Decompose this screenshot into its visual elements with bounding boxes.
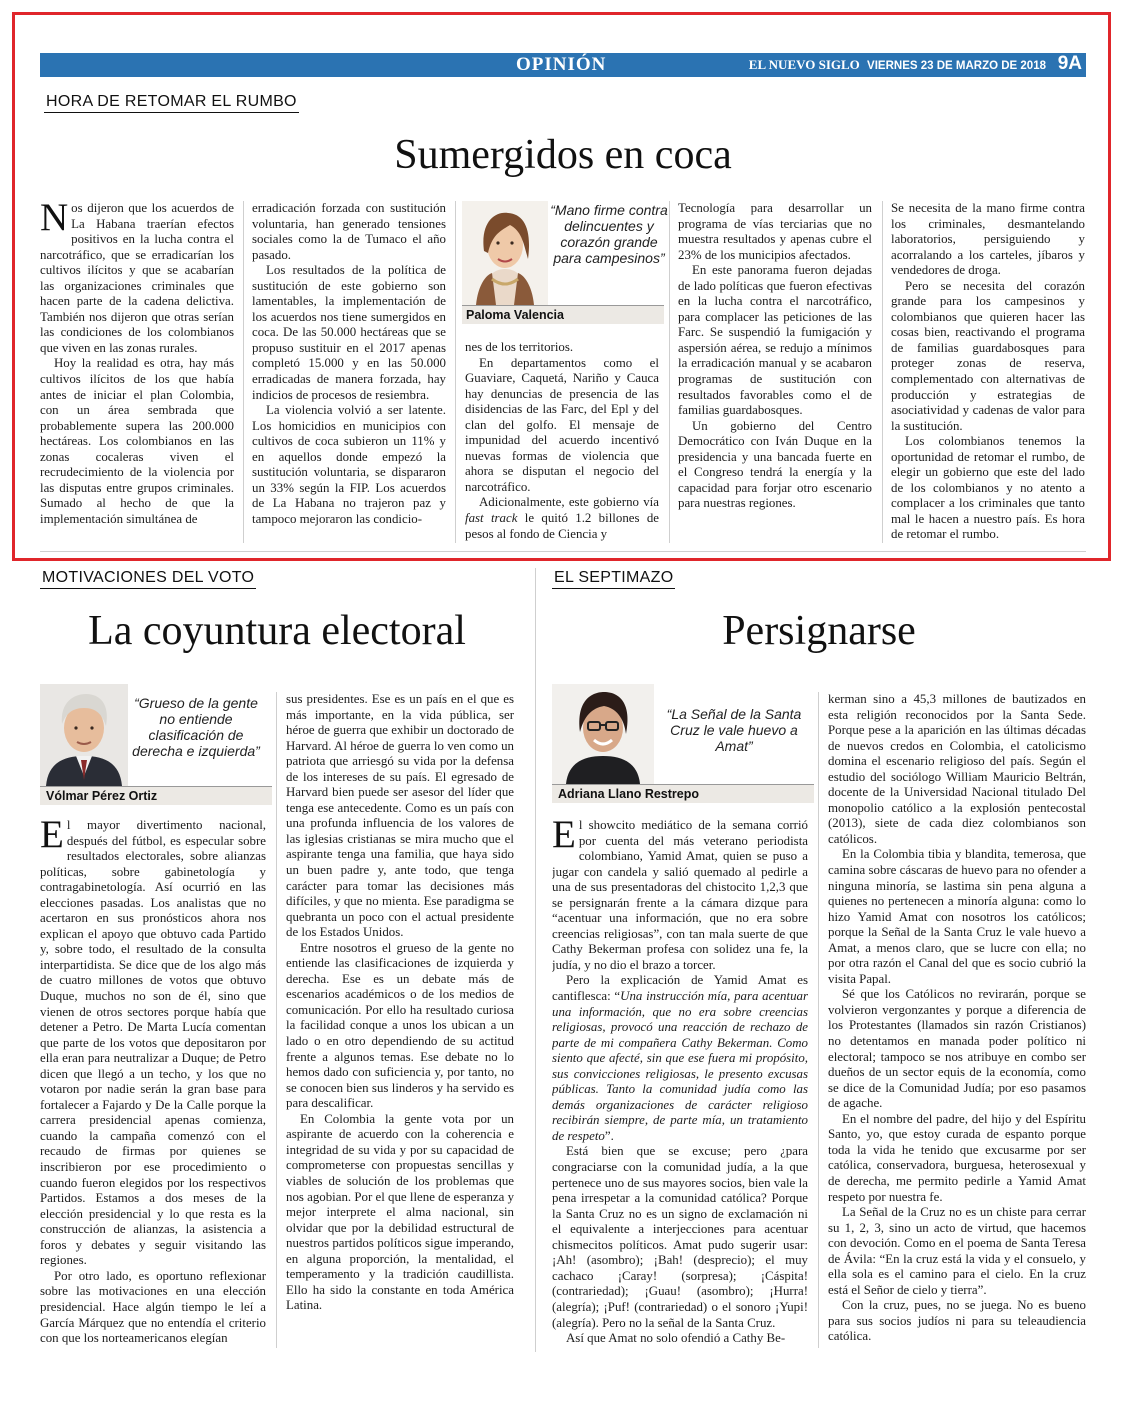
article2-pullquote: “Grueso de la gente no entiende clasificación de derecha e izquierda” (132, 695, 260, 759)
article1-paragraph: nes de los territorios. (465, 340, 574, 354)
issue-date: VIERNES 23 DE MARZO DE 2018 (867, 60, 1046, 72)
article2-column-2 (286, 692, 514, 1350)
article2-paragraph: Por otro lado, es oportuno reflexionar sobre las motivaciones en una elección presidencial. Hace algún tiempo le leí a García Márquez que no entendía el criterio con que los norteamericanos elegían (40, 1268, 266, 1346)
author-photo-volmar-perez-ortiz (40, 684, 128, 786)
article1-paragraph (40, 201, 234, 356)
italic-term: fast track (465, 511, 518, 526)
drop-cap: E (40, 818, 64, 856)
article1-paragraph: En departamentos como el Guaviare, Caquetá, Nariño y Cauca hay denuncias de presencia de las disidencias de las Farc, del Epl y del clan del golfo. El mensaje de impunidad del acuerdo incentivó nuevas formas de violencia que ahora se disputan el negocio del narcotráfico. (465, 355, 659, 494)
article1-paragraph (465, 495, 659, 542)
drop-cap: E (552, 818, 576, 856)
article1-column-1 (40, 201, 234, 545)
article3-paragraph: La Señal de la Cruz no es un chiste para cerrar su 1, 2, 3, sino un acto de virtud, que hacemos con devoción. Como en el poema de Santa Teresa de Ávila: “En la cruz está la vida y el consuelo, y ella sola es el camino para el cielo. En la cruz está el Señor de cielo y tierra”. (828, 1205, 1086, 1297)
article1-column-4 (678, 201, 872, 545)
article1-column-3 (465, 340, 659, 545)
column-divider (669, 201, 670, 543)
article1-column-2 (252, 201, 446, 545)
article1-kicker: HORA DE RETOMAR EL RUMBO (44, 92, 299, 113)
article3-column-1 (552, 818, 808, 1350)
article1-paragraph: Los colombianos tenemos la oportunidad de retomar el rumbo, de elegir un gobierno que este del lado de los colombianos y no atento a complacer a los criminales que tanto mal le hacen a nuestro país. Es hora de retomar el rumbo. (891, 434, 1085, 542)
article1-headline: Sumergidos en coca (394, 132, 732, 178)
article2-paragraph-text: l mayor divertimento nacional, después del fútbol, es especular sobre resultados electorales, sobre alianzas políticas, sobre gabinetología y contragabinetología. Así ocurrió en las elecciones pasadas. Los analistas que no acertaron en sus pronósticos ahora nos explican el apoyo que obtuvo cada Partido y, sobre todo, el resultado de la consulta interpartidista. Se dice que de los algo más de cuatro millones de votos que obtuvo Duque, muchos no son de él, sino que vienen de otros sectores porque había que detener a Petro. De Marta Lucía comentan que parte de los votos que depositaron por ella eran para neutralizar a Duque; de Petro dicen que llegó a un techo, y los que no votaron por nadie serán la gran base para fortalecer a Fajardo y De la Calle porque la carrera presidencial apenas comienza, cuando la campaña comenzó con el recaudo de firmas por quienes se inscribieron por ese procedimiento o cuando fueron elegidos por los respectivos Partidos. Estamos a dos meses de la elección presidencial y lo que resta es la construcción de alianzas, la asistencia a foros y debates y seguir visitando las regiones. (40, 818, 266, 1268)
section-header-bar (40, 53, 1086, 77)
article3-column-2 (828, 692, 1086, 1350)
article3-paragraph: kerman sino a 45,3 millones de bautizados en esta religión reconocidos por la Santa Sede. Porque pese a la aparición en las últimas décadas de nuevos credos en Colombia, el catolicismo domina el escenario religioso del país. Según el estudio del sociólogo William Mauricio Beltrán, docente de la Universidad Nacional titulado Del monopolio católico a la explosión pentecostal (2013), siete de cada diez colombianos son católicos. (828, 692, 1086, 846)
column-divider (818, 692, 819, 1348)
article1-paragraph: Pero se necesita del corazón grande para los campesinos y colombianos que quieren hacer las cosas bien, reactivando el programa de familias guardabosques para proteger zonas de reserva, complementado con alternativas de producción y estrategias de asociatividad y cadenas de valor para la sustitución. (891, 278, 1085, 433)
column-divider (882, 201, 883, 543)
article2-column-1 (40, 818, 266, 1350)
article1-paragraph: Hoy la realidad es otra, hay más cultivos ilícitos de los que había antes de iniciar el plan Colombia, con un área sembrada que probablemente supera las 200.000 hectáreas. Los colombianos en las zonas cocaleras viven el recrudecimiento de la violencia por las disputas entre grupos criminales. Sumado al hecho de que la implementación simultánea de (40, 356, 234, 526)
article2-paragraph: Entre nosotros el grueso de la gente no entiende las clasificaciones de izquierda y derecha. Ese es un debate más de escenarios académicos o de los medios de comunicación. Por ello ha resultado curiosa la facilidad conque a unos los ubican a un lado o en otro dependiendo de su actitud frente a algunos temas. Ese debate no lo hemos dado con suficiencia y, por tanto, no se conocen bien sus linderos y ha servido es para descalificar. (286, 940, 514, 1111)
article1-paragraph: La violencia volvió a ser latente. Los homicidios en municipios con cultivos de coca subieron un 11% y en aquellos donde empezó la sustitución voluntaria, se dispararon un 33% según la FIP. Los acuerdos de La Habana no trajeron paz y tampoco mejoraron las condicio- (252, 403, 446, 526)
article1-paragraph: Un gobierno del Centro Democrático con Iván Duque en la presidencia y una bancada fuerte en el Congreso tendrá la energía y la capacidad para forjar otro escenario para nuestras regiones. (678, 418, 872, 511)
article3-paragraph (552, 818, 808, 973)
article3-paragraph: En el nombre del padre, del hijo y del Espíritu Santo, yo, que estoy curada de espanto porque toda la vida he tenido que excusarme por ser católica, conservadora, burguesa, heterosexual y de derecha, me permito pedirle a Yamid Amat respeto por nuestra fe. (828, 1111, 1086, 1204)
paper-name-date (749, 57, 1046, 73)
column-divider (276, 692, 277, 1348)
article1-byline: Paloma Valencia (462, 305, 664, 324)
article2-headline: La coyuntura electoral (88, 608, 466, 654)
article2-paragraph: sus presidentes. Ese es un país en el que es más importante, en la vida pública, ser héroe de guerra que exhibir un doctorado de Harvard. Al héroe de guerra lo ven como un patriota que arriesgó su vida por la defensa de los intereses de su país. El egresado de Harvard bien puede ser asesor del líder que tenga ese antecedente. Como es un país con una profunda influencia de los valores de las iglesias cristianas se mira mucho que el aspirante tenga una familia, que haya sido un buen padre y, ante todo, que tenga carácter para tomar las decisiones más difíciles, y que no mienta. Ese paradigma se quebranta un poco con el actual presidente de los Estados Unidos. (286, 692, 514, 940)
article3-byline: Adriana Llano Restrepo (552, 784, 814, 803)
article3-kicker: EL SEPTIMAZO (552, 568, 675, 589)
article1-pullquote: “Mano firme contra delincuentes y corazón grande para campesinos” (550, 202, 668, 266)
author-photo-adriana-llano-restrepo (552, 684, 654, 784)
italic-quote: Una instrucción mía, para acentuar una información, que no era sobre creencias religiosas, provocó una reacción de rechazo de parte de mi compañera Cathy Bekerman. Como siento que afecté, sin que ese fuera mi propósito, sus convicciones religiosas, le presento excusas públicas. Tanto la comunidad judía como las demás organizaciones de carácter religioso recibirán siempre, de parte mía, un tratamiento de respeto (552, 989, 808, 1143)
article-divider (535, 568, 536, 1352)
article3-paragraph-text: Pero la explicación de Yamid Amat es cantiflesca: “Una instrucción mía, para acentuar una información, que no era sobre creencias religiosas, provocó una reacción de rechazo de parte de mi compañera Cathy Bekerman. Como siento que afecté, sin que ese fuera mi propósito, sus convicciones religiosas, le presento excusas públicas. Tanto la comunidad judía como las demás organizaciones de carácter religioso recibirán siempre, de parte mía, un tratamiento de respeto”. (552, 973, 808, 1143)
portrait-icon (40, 684, 128, 786)
page-number: 9A (1057, 53, 1082, 74)
article3-headline: Persignarse (722, 608, 916, 654)
article1-paragraph: Tecnología para desarrollar un programa de vías terciarias que no muestra resultados y apenas cubre el 23% de los municipios afectados. (678, 201, 872, 262)
column-divider (243, 201, 244, 543)
portrait-icon (462, 201, 548, 305)
article1-paragraph: Los resultados de la política de sustitución de este gobierno son lamentables, la implementación de los acuerdos nos tiene sumergidos en coca. De las 50.000 hectáreas que se propuso sustituir en el 2017 apenas completó 15.000 y en las 50.000 erradicadas de manera forzada, hay indicios de procesos de resiembra. (252, 263, 446, 402)
article1-paragraph-text: os dijeron que los acuerdos de La Habana traerían efectos positivos en la lucha contra el narcotráfico, que se erradicarían los cultivos ilícitos y que se acabarían las organizaciones criminales que hacen parte de la cadena delictiva. También nos dijeron que otras serían las condiciones de los colombianos que viven en las zonas rurales. (40, 201, 234, 355)
article2-paragraph (40, 818, 266, 1269)
article3-paragraph: Con la cruz, pues, no se juega. No es bueno para sus socios judíos ni para su teleaudiencia católica. (828, 1298, 1086, 1344)
article3-pullquote: “La Señal de la Santa Cruz le vale huevo a Amat” (666, 706, 802, 754)
section-name: OPINIÓN (516, 54, 607, 75)
article3-paragraph: Está bien que se excuse; pero ¿para congraciarse con la comunidad judía, a la que pertenece uno de sus mayores socios, bien vale la pena irrespetar a la comunidad católica? Porque la Santa Cruz no es un signo de exclamación ni el equivalente a interjecciones para acentuar chismecitos políticos. Amat pudo sugerir usar: ¡Ah! (asombro); ¡Bah! (desprecio); el muy cachaco ¡Caray! (sorpresa); ¡Cáspita! (contrariedad); ¡Guau! (asombro); ¡Hurra! (alegría); ¡Puf! (contrariedad) o el sonoro ¡Yupi! (alegría). Pero no la señal de la Santa Cruz. (552, 1144, 808, 1330)
article3-paragraph (552, 973, 808, 1144)
article1-column-5 (891, 201, 1085, 545)
article3-paragraph: En la Colombia tibia y blandita, temerosa, que camina sobre cáscaras de huevo para no ofender a ninguna minoría, se lastima sin pena alguna a quienes no pertenecen a minoría alguna: como lo hizo Yamid Amat con nosotros los católicos; porque la Señal de la Santa Cruz le vale huevo a Amat, a menos claro, que se lucre con ella; no por otra razón el Canal del que es socio cubrió la visita Papal. (828, 847, 1086, 986)
column-divider (455, 201, 456, 543)
article-separator (40, 551, 1086, 552)
article2-kicker: MOTIVACIONES DEL VOTO (40, 568, 256, 589)
article3-paragraph-text: l showcito mediático de la semana corrió por cuenta del más veterano periodista colombiano, Yamid Amat, quien se puso a jugar con candela y salió quemado al pedirle a una de sus presentadoras del chistocito 1,2,3 que se persignarán frente a la cámara dizque para “acentuar una información, que no era sobre creencias religiosas”, con tan mala suerte de que Cathy Bekerman profesa con solidez una fe, la judía, y no dio el brazo a torcer. (552, 818, 808, 972)
article1-paragraph-text: Adicionalmente, este gobierno vía fast track le quitó 1.2 billones de pesos al fondo de Ciencia y (465, 495, 659, 541)
article1-paragraph: En este panorama fueron dejadas de lado políticas que fueron efectivas en la lucha contra el narcotráfico, para complacer las peticiones de las Farc. Se suspendió la fumigación y aspersión aérea, se redujo a mínimos la erradicación manual y se acabaron programas de sustitución con resultados favorables como el de familias guardabosques. (678, 263, 872, 418)
article1-paragraph: Se necesita de la mano firme contra los criminales, desmantelando laboratorios, persiguiendo y acorralando a los carteles, jíbaros y vendedores de droga. (891, 201, 1085, 278)
author-photo-paloma-valencia (462, 201, 548, 305)
paper-name: EL NUEVO SIGLO (748, 57, 860, 72)
article2-paragraph: En Colombia la gente vota por un aspirante de acuerdo con la coherencia e integridad de su vida y por su capacidad de comprometerse con propuestas sencillas y viables de solución de los problemas que nos agobian. Por el que llene de esperanza y mejor interprete el alma nacional, sin olvidar que por la debilidad estructural de nuestros partidos políticos sigue imperando, en alguna proporción, la mentalidad, el temperamento y la tradición caudillista. Ello ha sido la constante en toda América Latina. (286, 1111, 514, 1313)
drop-cap: N (40, 201, 69, 239)
article3-paragraph: Sé que los Católicos no revirarán, porque se volvieron vergonzantes y porque a diferencia de los Protestantes (llamados sin razón Cristianos) no detentamos en manada poder político ni electoral; tampoco se nos atribuye en combo ser dueños de un sector equis de la economía, como se dice de la Comunidad Judía; por eso pasamos de agache. (828, 987, 1086, 1111)
article3-paragraph: Así que Amat no solo ofendió a Cathy Be- (566, 1331, 786, 1346)
portrait-icon (552, 684, 654, 784)
article1-paragraph: erradicación forzada con sustitución voluntaria, han generado tensiones sociales como la de Tumaco el año pasado. (252, 201, 446, 262)
article2-byline: Vólmar Pérez Ortiz (40, 786, 272, 805)
